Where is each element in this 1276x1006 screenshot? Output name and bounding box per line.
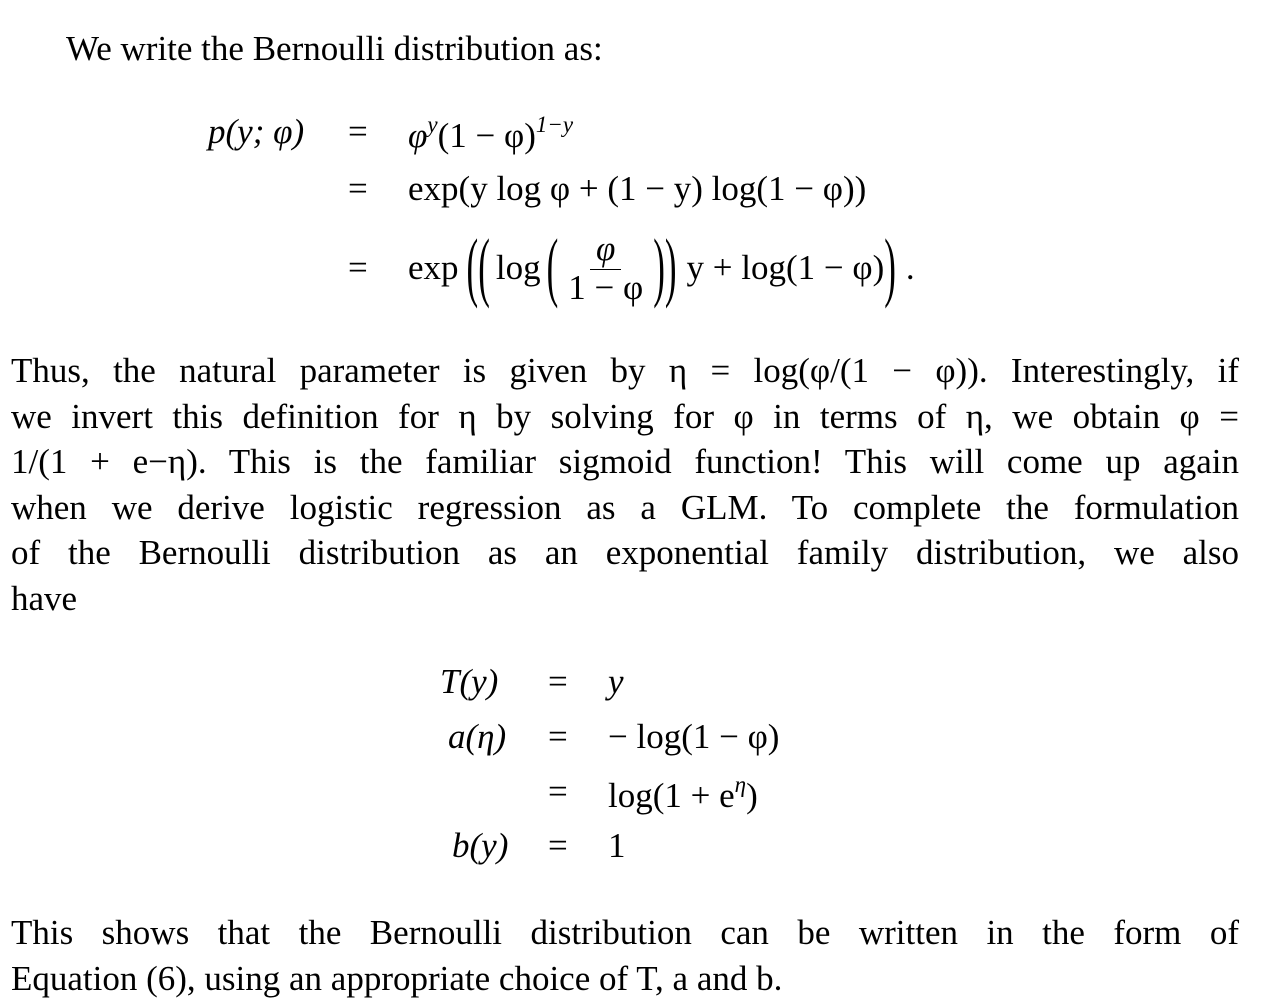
paren-open-inner: (	[546, 224, 559, 310]
paragraph-line: Equation (6), using an appropriate choice of T, a and b.	[11, 958, 783, 998]
paragraph-natural-parameter	[11, 348, 1239, 622]
eq2-r3-rhs-a: log(1 + e	[608, 776, 735, 815]
eq1-row3-exp: exp	[408, 248, 459, 287]
eq2-r2-lhs: a(η)	[448, 717, 507, 756]
paren-open-mid: (	[478, 224, 490, 310]
eq1-row1-sup2: 1−y	[535, 112, 574, 137]
eq2-r1-lhs: T(y)	[440, 662, 499, 701]
eq2-r4-lhs: b(y)	[452, 826, 509, 865]
fraction	[562, 228, 649, 307]
eq1-equals-1: =	[348, 112, 368, 151]
eq2-r3-sup: η	[734, 772, 747, 797]
eq2-r1-eq: =	[548, 662, 568, 701]
fraction-numerator: φ	[590, 231, 621, 270]
fraction-denominator: 1 − φ	[568, 267, 644, 307]
eq1-row1	[408, 112, 573, 156]
eq1-row3-end: .	[905, 248, 915, 287]
eq1-row1-phi: φ	[408, 116, 428, 155]
paragraph-line: of the Bernoulli distribution as an exponential family distribution, we also	[11, 533, 1239, 573]
paren-open-outer: (	[466, 224, 479, 310]
intro-text: We write the Bernoulli distribution as:	[66, 29, 603, 68]
eq2-r4-rhs: 1	[608, 826, 626, 865]
eq1-row3	[408, 222, 915, 314]
eq1-row2: exp(y log φ + (1 − y) log(1 − φ))	[408, 169, 867, 208]
eq2-r2-rhs: − log(1 − φ)	[608, 717, 780, 756]
paragraph-conclusion	[11, 910, 1239, 1001]
paragraph-line: This shows that the Bernoulli distribution can be written in the form of	[11, 913, 1239, 952]
eq1-equals-3: =	[348, 248, 368, 287]
eq1-row3-log: log	[495, 248, 541, 287]
eq2-r3-eq: =	[548, 772, 568, 811]
eq1-equals-2: =	[348, 169, 368, 208]
paragraph-line: Thus, the natural parameter is given by η = log(φ/(1 − φ)). Interestingly, if	[11, 351, 1239, 390]
eq2-r3-rhs	[608, 772, 758, 816]
eq1-row1-sup1: y	[427, 112, 438, 137]
paragraph-line: when we derive logistic regression as a GLM. To complete the formulation	[11, 487, 1239, 527]
paragraph-line: 1/(1 + e−η). This is the familiar sigmoid function! This will come up again	[11, 442, 1239, 482]
eq2-r2-eq: =	[548, 717, 568, 756]
eq2-r1-rhs: y	[608, 662, 624, 701]
paragraph-line: we invert this definition for η by solving for φ in terms of η, we obtain φ =	[11, 396, 1239, 436]
eq2-r4-eq: =	[548, 826, 568, 865]
paren-close-outer: )	[884, 224, 896, 310]
paren-close-mid: )	[664, 224, 677, 310]
paren-close-inner: )	[653, 224, 665, 310]
eq1-row1-mid: (1 − φ)	[437, 116, 536, 155]
paragraph-line: have	[11, 578, 78, 618]
eq2-r3-rhs-b: )	[746, 776, 758, 815]
eq1-row3-tail: y + log(1 − φ)	[686, 248, 885, 287]
eq1-lhs: p(y; φ)	[208, 112, 305, 151]
